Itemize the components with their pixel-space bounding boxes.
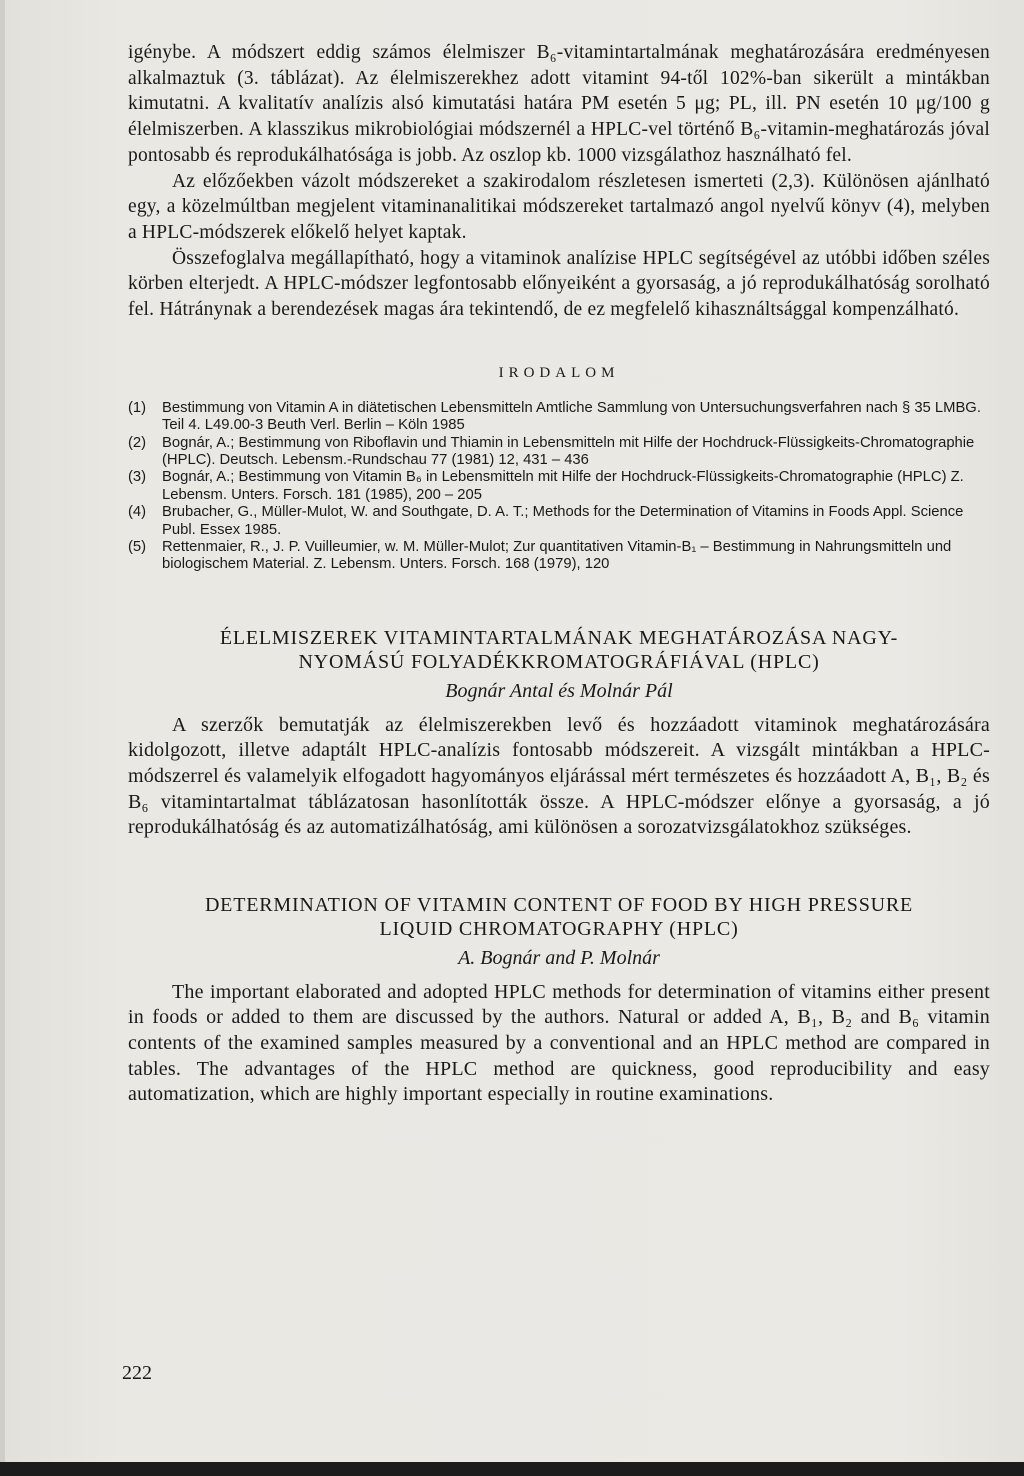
reference-text: Bestimmung von Vitamin A in diätetischen Lebensmitteln Amtliche Sammlung von Untersuchungsverfahren nach § 35 LMBG. Teil 4. L49.00-3 Beuth Verl. Berlin – Köln 1985 xyxy=(162,399,981,434)
reference-item xyxy=(128,539,990,574)
english-abstract-text: The important elaborated and adopted HPLC methods for determination of vitamins either present in foods or added to them are discussed by the authors. Natural or added A, B₁, B₂ and B₆ vitamin contents of the examined samples measured by a conventional and an HPLC method are compared in tables. The advantages of the HPLC method are quickness, good reproducibility and easy automatization, which are highly important especially in routine examinations. xyxy=(128,980,990,1106)
english-title-line-1: DETERMINATION OF VITAMIN CONTENT OF FOOD BY HIGH PRESSURE xyxy=(204,893,914,916)
reference-number: (1) xyxy=(128,399,147,416)
hungarian-abstract-title xyxy=(128,626,990,674)
english-title-line-2: LIQUID CHROMATOGRAPHY (HPLC) xyxy=(379,917,739,940)
reference-text: Bognár, A.; Bestimmung von Vitamin B₆ in Lebensmitteln mit Hilfe der Hochdruck-Flüssigkeits-Chromatographie (HPLC) Z. Lebensm. Unters. Forsch. 181 (1985), 200 – 205 xyxy=(162,469,964,503)
page-bottom-edge xyxy=(0,1462,1024,1476)
body-paragraph-2: Az előzőekben vázolt módszereket a szakirodalom részletesen ismerteti (2,3). Különösen ajánlható egy, a közelmúltban megjelent vitaminanalitikai módszereket tartalmazó angol nyelvű könyv (4), melyben a HPLC-módszerek előkelő helyet kaptak. xyxy=(128,170,990,243)
body-paragraph-3: Összefoglalva megállapítható, hogy a vitaminok analízise HPLC segítségével az utóbbi időben széles körben elterjedt. A HPLC-módszer legfontosabb előnyeiként a gyorsaság, a jó reprodukálhatóság sorolható fel. Hátránynak a berendezések magas ára tekintendő, de ez megfelelő kihasználtsággal kompenzálható. xyxy=(128,247,990,321)
reference-item xyxy=(128,400,990,435)
reference-text: Rettenmaier, R., J. P. Vuilleumier, w. M. Müller-Mulot; Zur quantitativen Vitamin-B₁ – Bestimmung in Nahrungsmitteln und biologischem Material. Z. Lebensm. Unters. Forsch. 168 (1979), 120 xyxy=(162,538,952,573)
body-paragraph-1: igénybe. A módszert eddig számos élelmiszer B₆-vitamintartalmának meghatározására eredményesen alkalmaztuk (3. táblázat). Az élelmiszerekhez adott vitamint 94-től 102%-ban sikerült a mintákban kimutatni. A kvalitatív analízis alsó kimutatási határa PM esetén 5 μg; PL, ill. PN esetén 10 μg/100 g élelmiszerben. A klasszikus mikrobiológiai módszernél a HPLC-vel történő B₆-vitamin-meghatározás jóval pontosabb és reprodukálhatósága is jobb. Az oszlop kb. 1000 vizsgálathoz használható fel. xyxy=(128,42,990,166)
reference-item xyxy=(128,469,990,504)
references-heading: IRODALOM xyxy=(498,364,620,381)
page-number: 222 xyxy=(122,1362,152,1384)
hungarian-abstract-text: A szerzők bemutatják az élelmiszerekben levő és hozzáadott vitaminok meghatározására kidolgozott, illetve adaptált HPLC-analízis fontosabb módszereit. A vizsgált mintákban a HPLC-módszerrel és valamelyik elfogadott hagyományos eljárással mért természetes és hozzáadott A, B₁, B₂ és B₆ vitamintartalmat táblázatosan hasonlították össze. A HPLC-módszer előnye a gyorsaság, a jó reprodukálhatóság és az automatizálhatóság, ami különösen a sorozatvizsgálatokhoz szükséges. xyxy=(128,713,990,839)
english-authors: A. Bognár and P. Molnár xyxy=(458,946,660,969)
reference-item xyxy=(128,504,990,539)
reference-item xyxy=(128,435,990,470)
hungarian-authors: Bognár Antal és Molnár Pál xyxy=(445,679,673,702)
references-list xyxy=(128,400,990,574)
reference-number: (2) xyxy=(128,434,147,451)
page-content xyxy=(128,40,990,1108)
english-abstract-title xyxy=(128,893,990,941)
reference-text: Bognár, A.; Bestimmung von Riboflavin und Thiamin in Lebensmitteln mit Hilfe der Hochdruck-Flüssigkeits-Chromatographie (HPLC). Deutsch. Lebensm.-Rundschau 77 (1981) 12, 431 – 436 xyxy=(162,434,975,468)
reference-number: (4) xyxy=(128,504,147,521)
hungarian-title-line-1: ÉLELMISZEREK VITAMINTARTALMÁNAK MEGHATÁROZÁSA NAGY- xyxy=(219,626,899,649)
hungarian-title-line-2: NYOMÁSÚ FOLYADÉKKROMATOGRÁFIÁVAL (HPLC) xyxy=(298,650,820,673)
reference-text: Brubacher, G., Müller-Mulot, W. and Southgate, D. A. T.; Methods for the Determination of Vitamins in Foods Appl. Science Publ. Essex 1985. xyxy=(162,504,964,538)
reference-number: (5) xyxy=(128,538,147,555)
reference-number: (3) xyxy=(128,469,147,486)
page-left-edge xyxy=(0,0,5,1476)
